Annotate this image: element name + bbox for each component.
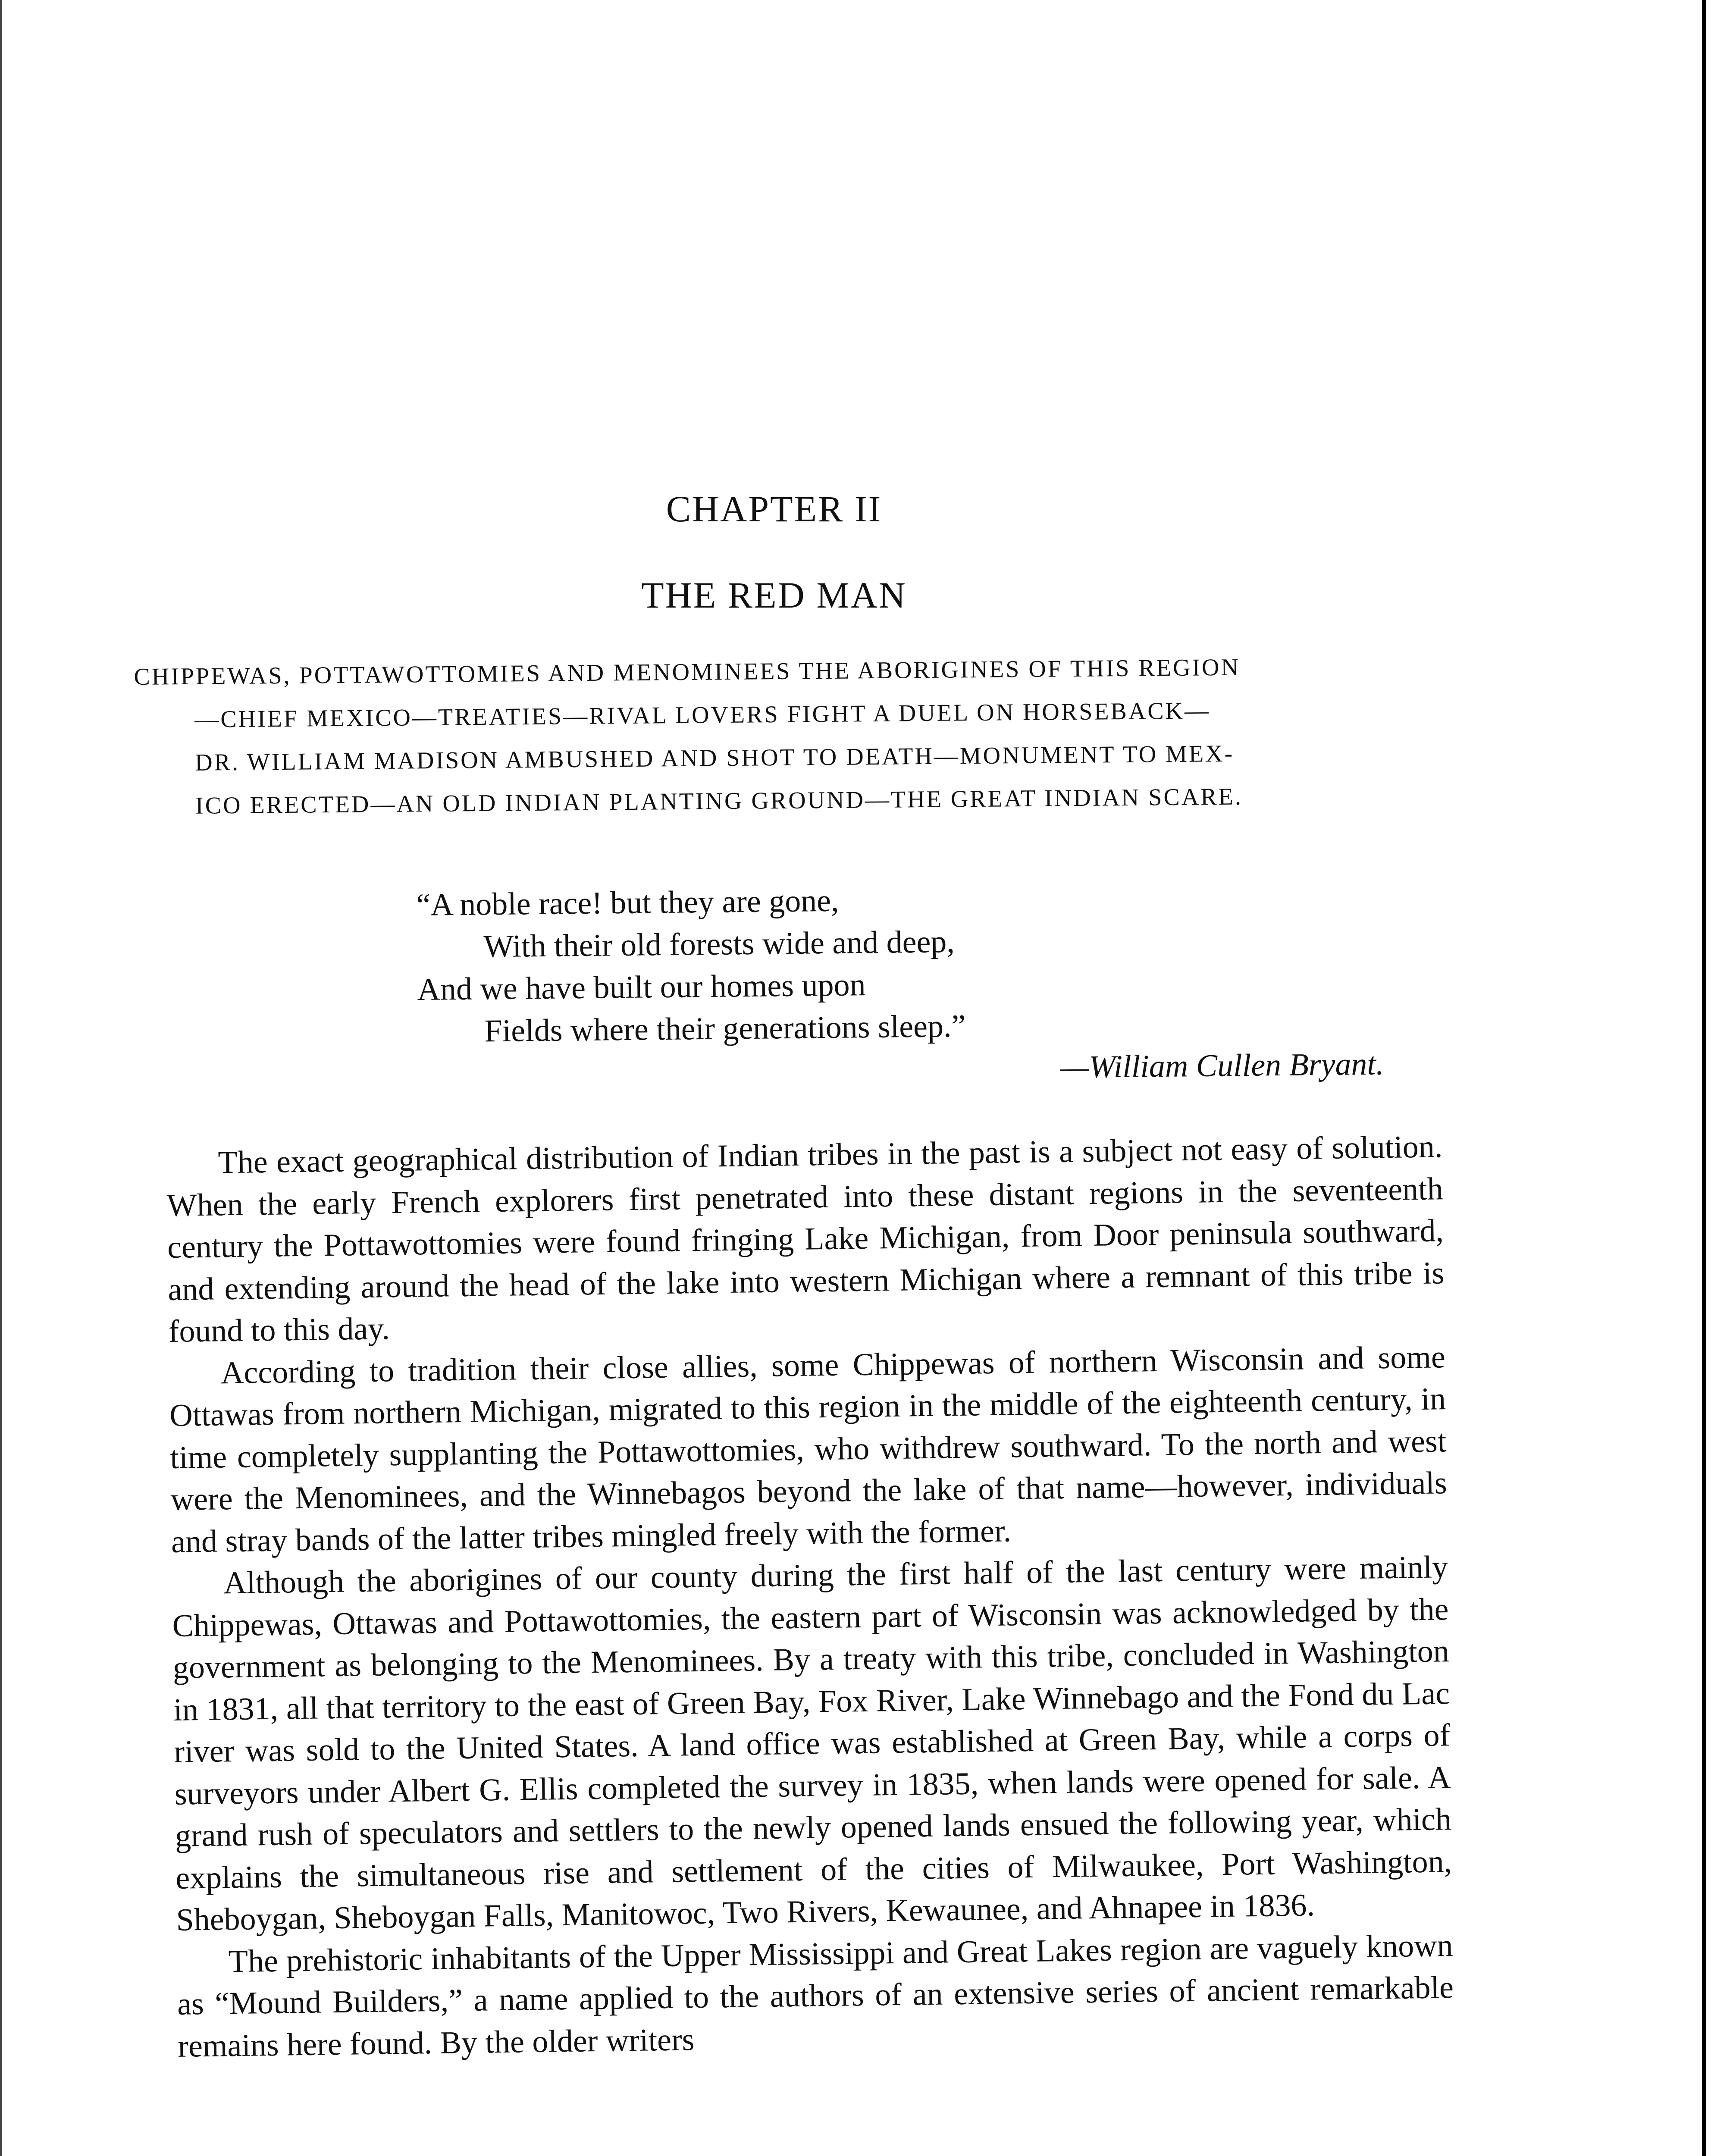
poem-line: Fields where their generations sleep.” [484, 1008, 966, 1049]
scan-edge-right [1702, 0, 1706, 2156]
scan-edge-left [0, 0, 2, 2156]
body-text [166, 1126, 1454, 2068]
poem-line: With their old forests wide and deep, [483, 924, 955, 965]
summary-line: —CHIEF MEXICO—TREATIES—RIVAL LOVERS FIGHT A DUEL ON HORSEBACK— [194, 697, 1211, 733]
chapter-title: THE RED MAN [641, 574, 907, 616]
paragraph: According to tradition their close allies, some Chippewas of northern Wisconsin and some Ottawas from northern Michigan, migrated to this region in the middle of the eighteenth century, in time completely supplanting the Pottawottomies, who withdrew southward. To the north and west were the Menominees, and the Winnebagos beyond the lake of that name—however, individuals and stray bands of the latter tribes mingled freely with the former. [169, 1339, 1448, 1560]
poem-line: And we have built our homes upon [417, 967, 866, 1007]
summary-line: CHIPPEWAS, POTTAWOTTOMIES AND MENOMINEES THE ABORIGINES OF THIS REGION [134, 654, 1241, 690]
paragraph: The prehistoric inhabitants of the Upper Mississippi and Great Lakes region are vaguely known as “Mound Builders,” a name applied to the authors of an extensive series of ancient remarkable remains here found. By the older writers [177, 1927, 1454, 2064]
paragraph: Although the aborigines of our county during the first half of the last century were mainly Chippewas, Ottawas and Pottawottomies, the eastern part of Wisconsin was acknowledged by the government as belonging to the Menominees. By a treaty with this tribe, concluded in Washington in 1831, all that territory to the east of Green Bay, Fox River, Lake Winnebago and the Fond du Lac river was sold to the United States. A land office was established at Green Bay, while a corps of surveyors under Albert G. Ellis completed the survey in 1835, when lands were opened for sale. A grand rush of speculators and settlers to the newly opened lands ensued the following year, which explains the simultaneous rise and settlement of the cities of Milwaukee, Port Washington, Sheboygan, Sheboygan Falls, Manitowoc, Two Rivers, Kewaunee, and Ahnapee in 1836. [172, 1549, 1452, 1938]
summary-line: ICO ERECTED—AN OLD INDIAN PLANTING GROUND—THE GREAT INDIAN SCARE. [195, 783, 1243, 819]
poem-attribution: —William Cullen Bryant. [1060, 1046, 1384, 1085]
paragraph: The exact geographical distribution of Indian tribes in the past is a subject not easy of solution. When the early French explorers first penetrated into these distant regions in the seventeenth century the Pottawottomies were found fringing Lake Michigan, from Door peninsula southward, and extending around the head of the lake into western Michigan where a remnant of this tribe is found to this day. [166, 1129, 1445, 1349]
epigraph-poem [416, 874, 1410, 1095]
chapter-number: CHAPTER II [666, 488, 882, 530]
summary-line: DR. WILLIAM MADISON AMBUSHED AND SHOT TO DEATH—MONUMENT TO MEX- [194, 740, 1235, 776]
poem-line: “A noble race! but they are gone, [416, 883, 839, 923]
chapter-summary [134, 644, 1429, 828]
